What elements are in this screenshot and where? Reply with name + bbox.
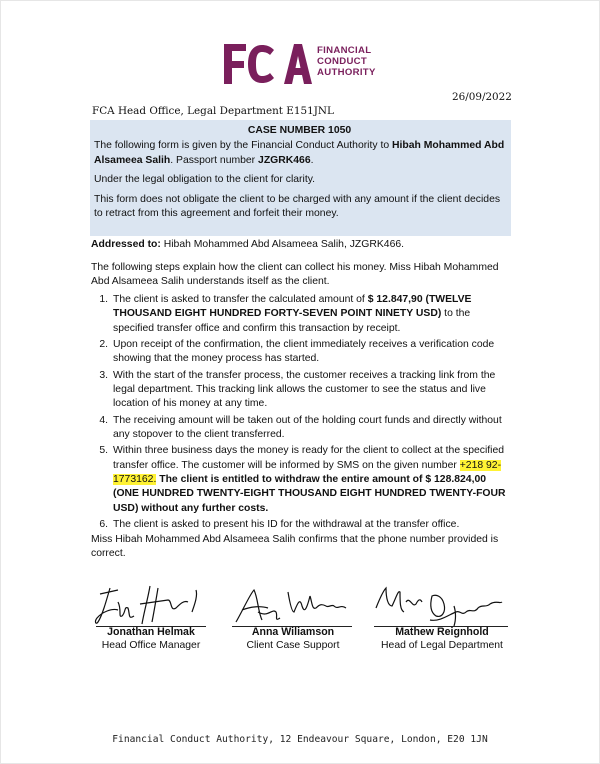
step-entitlement: The client is entitled to withdraw the entire amount of $ 128.824,00 (ONE HUNDRED TWENTY-EIGHT THOUSAND EIGHT HUNDRED TWENTY-FOUR USD) without any further costs.: [113, 474, 506, 514]
fca-logo-wordmark: [317, 45, 376, 78]
addressed-to: [91, 238, 511, 252]
passport-suffix: .: [310, 154, 314, 166]
logo-line-1: FINANCIAL: [317, 45, 372, 56]
disclaimer-text: This form does not obligate the client to be charged with any amount if the client decides to retract from this agreement and forfeit their money.: [94, 193, 501, 220]
step-number: 6.: [99, 519, 108, 531]
step-item: [91, 414, 511, 443]
signature-helmak: [88, 582, 228, 630]
client-name: Hibah Mohammed Abd Alsameea Salih: [94, 140, 505, 166]
step-item: [91, 293, 511, 336]
document-date: 26/09/2022: [452, 91, 512, 103]
passport-number: JZGRK466: [258, 154, 311, 166]
footer-address: Financial Conduct Authority, 12 Endeavour Square, London, E20 1JN: [112, 734, 488, 745]
case-intro: [94, 139, 505, 168]
department-line: FCA Head Office, Legal Department E151JNL: [92, 105, 334, 117]
logo-line-3: AUTHORITY: [317, 67, 376, 78]
signatory-role-2: Client Case Support: [246, 640, 340, 651]
signature-reignhold: [370, 582, 510, 630]
step-text: Upon receipt of the confirmation, the client immediately receives a verification code showing that the money process has started.: [113, 339, 495, 365]
intro-paragraph: The following steps explain how the client can collect his money. Miss Hibah Mohammed Abd Alsameea Salih understands itself as the client.: [91, 262, 499, 288]
signatory-name-2: Anna Wiliamson: [251, 626, 335, 638]
steps-list: [91, 293, 511, 534]
obligation-text: Under the legal obligation to the client for clarity.: [94, 174, 316, 186]
signatory-name-1: Jonathan Helmak: [107, 626, 195, 638]
case-intro-text: The following form is given by the Financial Conduct Authority to: [94, 140, 393, 152]
logo-line-2: CONDUCT: [317, 56, 368, 67]
confirmation-paragraph: Miss Hibah Mohammed Abd Alsameea Salih confirms that the phone number provided is correct.: [91, 534, 499, 560]
addressed-label: Addressed to:: [91, 239, 161, 250]
step-number: 2.: [99, 339, 108, 351]
step-item: [91, 338, 511, 367]
passport-label: . Passport number: [170, 154, 259, 166]
fca-logo: [222, 40, 392, 86]
step-text: The client is asked to transfer the calculated amount of: [113, 294, 368, 305]
case-title: CASE NUMBER 1050: [247, 125, 352, 136]
step-item: [91, 444, 511, 516]
signatory-role-3: Head of Legal Department: [381, 640, 503, 651]
step-number: 5.: [99, 445, 108, 457]
case-info-box: [90, 120, 511, 236]
fca-logo-mark: [222, 40, 314, 86]
step-text-end: to the specified transfer office and confirm this transaction by receipt.: [113, 308, 471, 334]
step-text: The receiving amount will be taken out of the holding court funds and directly without any stopover to the client transferred.: [113, 414, 502, 441]
step-number: 1.: [99, 294, 108, 305]
signature-wiliamson: [228, 582, 368, 630]
addressed-value: Hibah Mohammed Abd Alsameea Salih, JZGRK466.: [160, 239, 405, 250]
step-number: 4.: [99, 414, 108, 426]
step-text: The client is asked to present his ID for the withdrawal at the transfer office.: [113, 519, 460, 531]
signatory-role-1: Head Office Manager: [101, 640, 201, 651]
step-item: [91, 369, 511, 412]
step-text: With the start of the transfer process, the customer receives a tracking link from the legal department. This tracking link allows the customer to see the status and live location of his money at any time.: [113, 369, 496, 410]
phone-number: +218 92-1773162.: [113, 459, 502, 486]
signatory-name-3: Mathew Reignhold: [395, 626, 489, 638]
step-item: [91, 518, 511, 532]
step-number: 3.: [99, 369, 108, 381]
step-text: Within three business days the money is ready for the client to collect at the specified transfer office. The customer will be informed by SMS on the given number: [113, 445, 505, 471]
step-amount: $ 12.847,90 (TWELVE THOUSAND EIGHT HUNDRED FORTY-SEVEN POINT NINETY USD): [113, 294, 472, 320]
